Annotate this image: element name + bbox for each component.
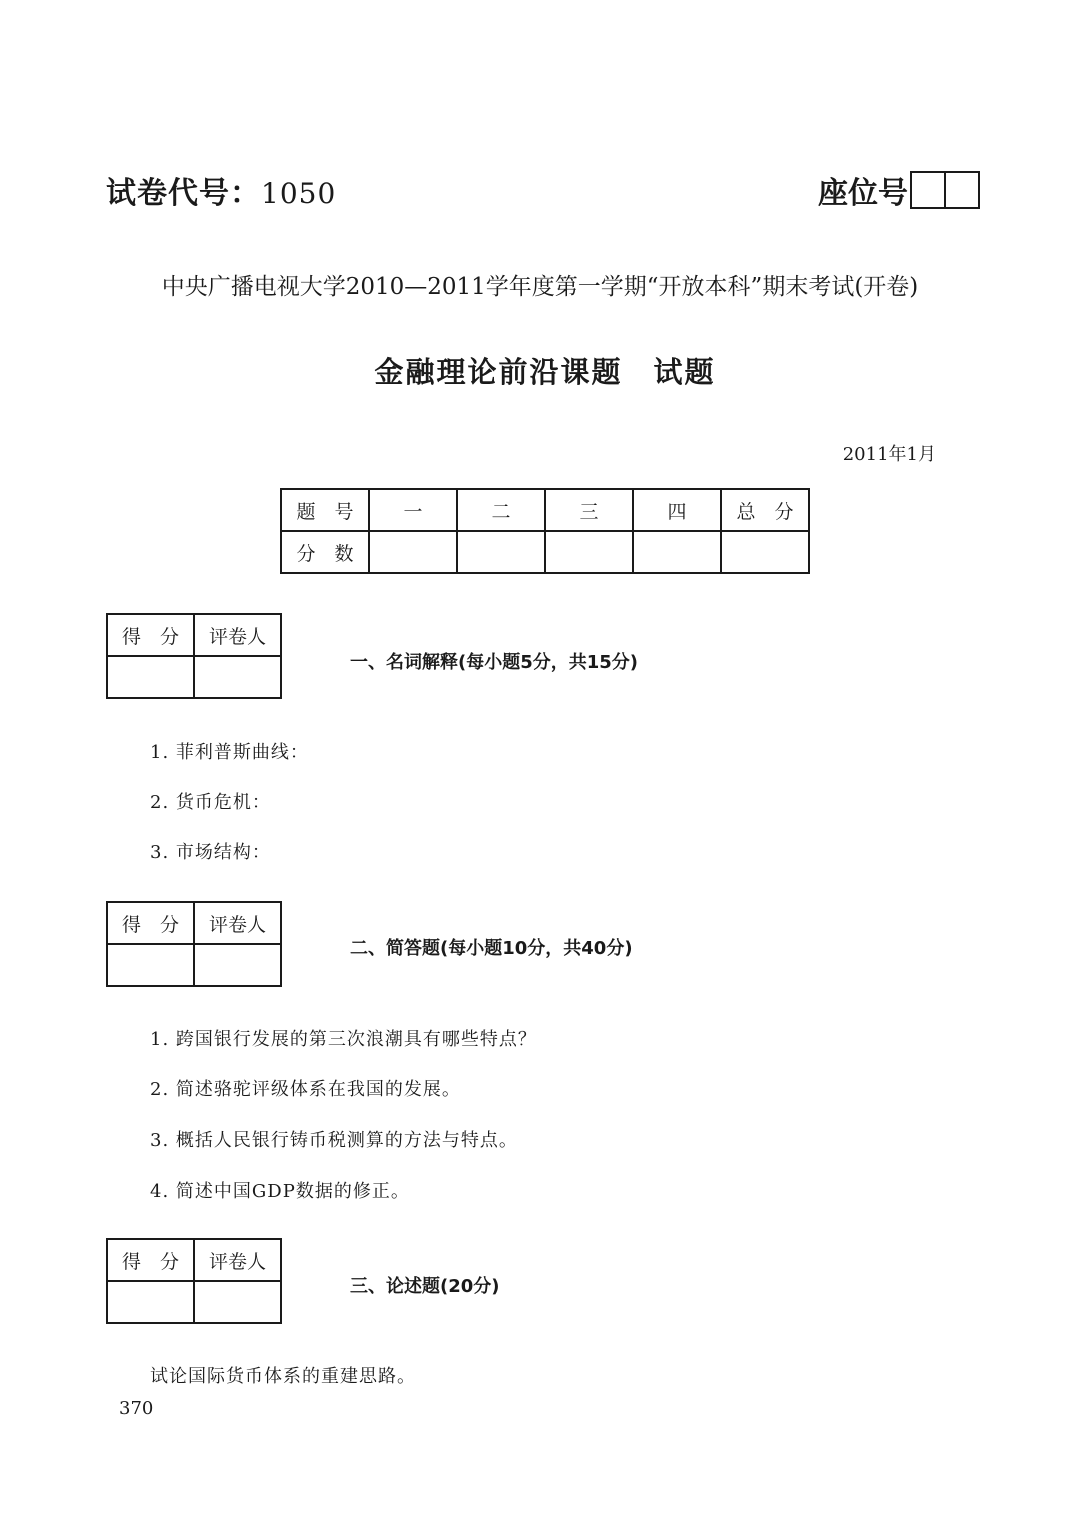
score-table-cell: 三 xyxy=(545,489,633,531)
question: 3. 概括人民银行铸币税测算的方法与特点。 xyxy=(150,1130,518,1151)
grader-label: 评卷人 xyxy=(194,614,281,656)
question: 3. 市场结构： xyxy=(150,842,271,863)
seat-box xyxy=(910,171,946,209)
exam-title: 中央广播电视大学2010—2011学年度第一学期“开放本科”期末考试(开卷) xyxy=(161,274,919,300)
score-table-cell: 一 xyxy=(369,489,457,531)
score-input-cell xyxy=(457,531,545,573)
grader-label: 评卷人 xyxy=(194,902,281,944)
score-cell xyxy=(107,656,194,698)
section-title: 一、名词解释(每小题5分，共15分) xyxy=(350,652,639,673)
score-input-cell xyxy=(545,531,633,573)
question: 2. 简述骆驼评级体系在我国的发展。 xyxy=(150,1079,461,1100)
paper-code-label: 试卷代号： xyxy=(106,176,261,211)
seat-number-boxes xyxy=(910,171,980,209)
question: 1. 跨国银行发展的第三次浪潮具有哪些特点？ xyxy=(150,1029,537,1050)
score-cell xyxy=(107,1281,194,1323)
score-table-header-row xyxy=(281,489,809,531)
exam-date: 2011年1月 xyxy=(842,444,936,465)
score-label: 得 分 xyxy=(107,1239,194,1281)
subject-title: 金融理论前沿课题 试题 xyxy=(374,355,716,389)
score-table-cell: 二 xyxy=(457,489,545,531)
score-table-cell: 题 号 xyxy=(281,489,369,531)
score-input-cell xyxy=(633,531,721,573)
grader-box xyxy=(106,1238,282,1324)
grader-cell xyxy=(194,944,281,986)
question: 1. 菲利普斯曲线： xyxy=(150,742,309,763)
section-title: 三、论述题(20分) xyxy=(350,1276,500,1297)
score-table-cell: 总 分 xyxy=(721,489,809,531)
seat-box xyxy=(946,171,980,209)
grader-box xyxy=(106,613,282,699)
score-input-cell xyxy=(369,531,457,573)
question: 试论国际货币体系的重建思路。 xyxy=(150,1366,416,1387)
score-table-cell: 四 xyxy=(633,489,721,531)
grader-cell xyxy=(194,1281,281,1323)
grader-box xyxy=(106,901,282,987)
score-table xyxy=(280,488,810,574)
score-input-cell xyxy=(721,531,809,573)
score-label: 得 分 xyxy=(107,614,194,656)
paper-code xyxy=(106,168,336,212)
question: 2. 货币危机： xyxy=(150,792,271,813)
score-table-score-row xyxy=(281,531,809,573)
grader-label: 评卷人 xyxy=(194,1239,281,1281)
section-title: 二、简答题(每小题10分，共40分) xyxy=(350,938,633,959)
question: 4. 简述中国GDP数据的修正。 xyxy=(150,1181,410,1202)
seat-number xyxy=(818,168,980,212)
score-table-cell: 分 数 xyxy=(281,531,369,573)
seat-number-label: 座位号 xyxy=(818,176,908,211)
paper-code-value: 1050 xyxy=(261,177,337,210)
page-number: 370 xyxy=(119,1398,154,1419)
grader-cell xyxy=(194,656,281,698)
score-cell xyxy=(107,944,194,986)
score-label: 得 分 xyxy=(107,902,194,944)
